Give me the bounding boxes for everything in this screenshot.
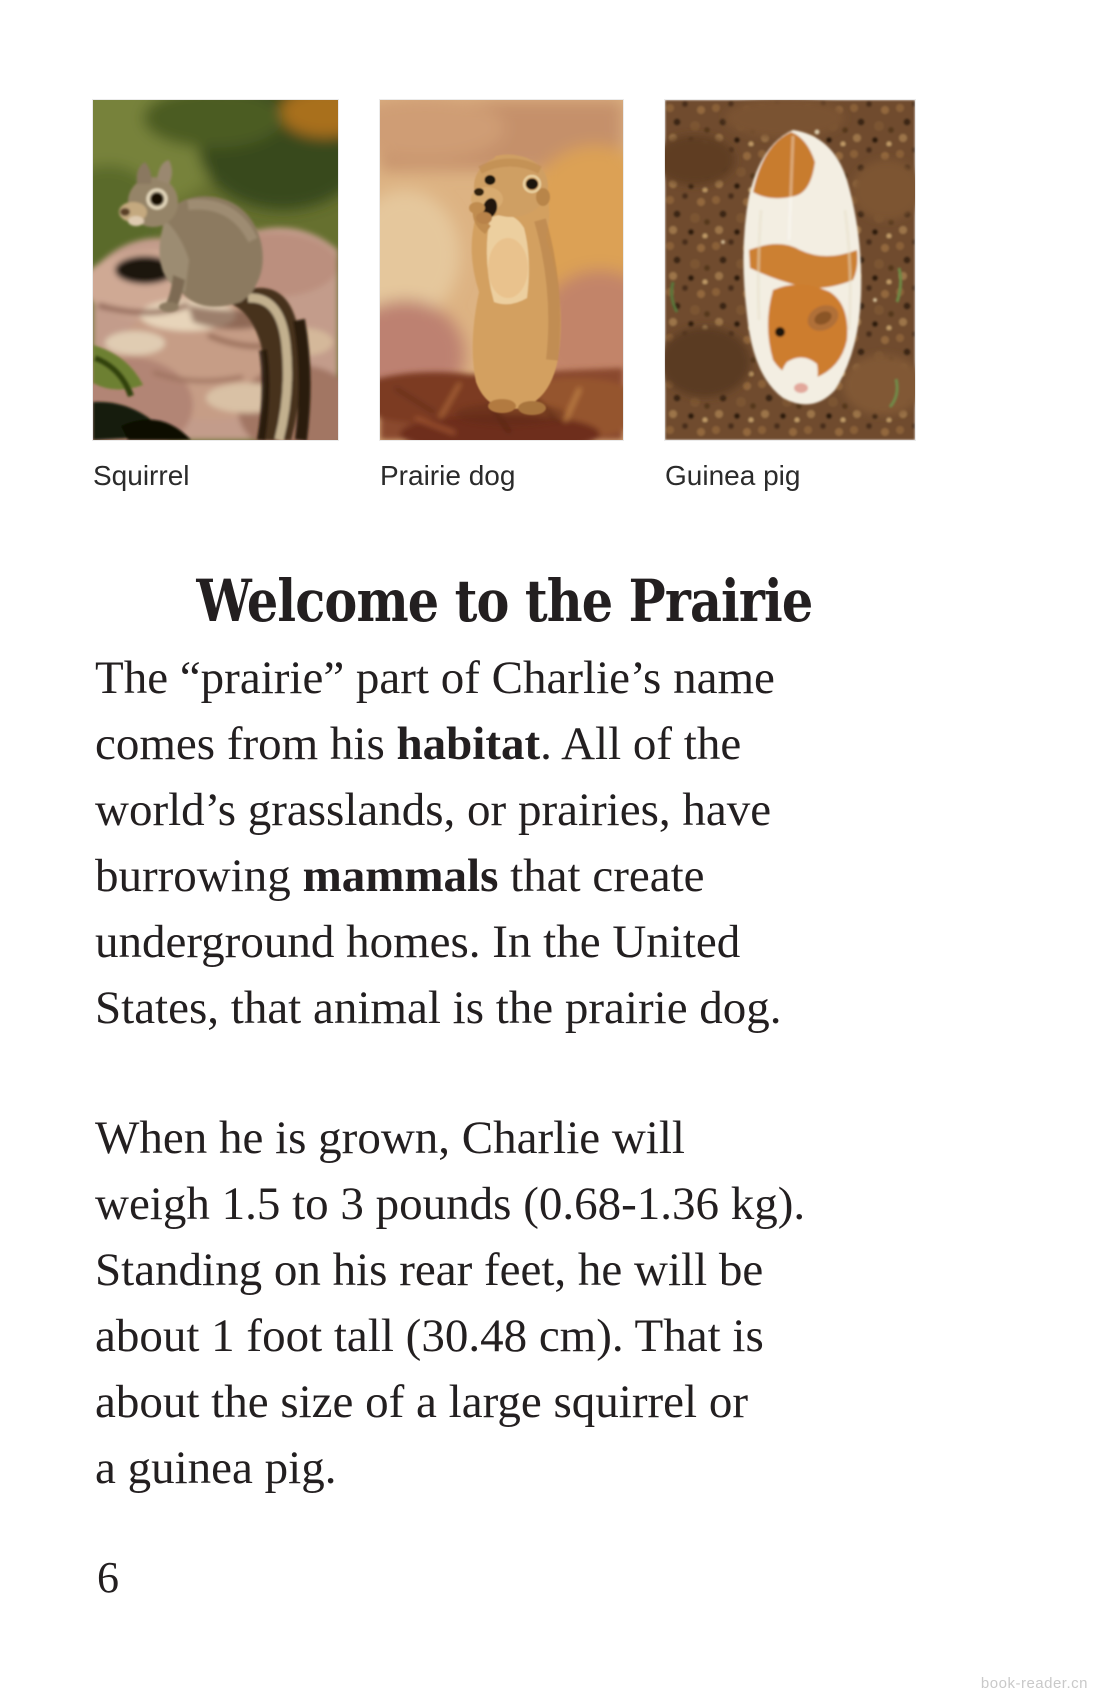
photo-row <box>93 100 915 492</box>
photo-guinea-pig <box>665 100 915 492</box>
text-segment: . All of the <box>540 718 742 770</box>
text-line <box>95 1303 925 1369</box>
text-line <box>95 975 925 1041</box>
text-segment: The “prairie” part of Charlie’s name <box>95 652 775 704</box>
text-segment: a guinea pig. <box>95 1442 337 1494</box>
text-line <box>95 1105 925 1171</box>
guinea-pig-illustration <box>665 100 915 440</box>
text-line <box>95 1237 925 1303</box>
page-number: 6 <box>97 1553 119 1602</box>
squirrel-photo <box>93 100 338 440</box>
photo-squirrel <box>93 100 338 492</box>
photo-caption-guinea-pig: Guinea pig <box>665 460 801 491</box>
text-segment: about the size of a large squirrel or <box>95 1376 748 1428</box>
page-title: Welcome to the Prairie <box>195 567 813 636</box>
squirrel-illustration <box>93 100 338 440</box>
photo-caption-prairie-dog: Prairie dog <box>380 460 516 491</box>
text-segment: When he is grown, Charlie will <box>95 1112 685 1164</box>
body-text <box>95 645 925 1501</box>
text-line <box>95 909 925 975</box>
text-segment: about 1 foot tall (30.48 cm). That is <box>95 1310 764 1362</box>
photo-prairie-dog <box>380 100 623 492</box>
text-segment: world’s grasslands, or prairies, have <box>95 784 772 836</box>
prairie-dog-illustration <box>380 100 623 440</box>
text-segment: underground homes. In the United <box>95 916 741 968</box>
text-line <box>95 1171 925 1237</box>
text-line <box>95 777 925 843</box>
text-segment: States, that animal is the prairie dog. <box>95 982 782 1034</box>
text-line <box>95 1369 925 1435</box>
text-segment: comes from his <box>95 718 397 770</box>
vocabulary-word: habitat <box>396 718 541 770</box>
text-segment: weigh 1.5 to 3 pounds (0.68-1.36 kg). <box>95 1178 806 1230</box>
vocabulary-word: mammals <box>302 850 499 902</box>
text-line <box>95 645 925 711</box>
guinea-pig-photo <box>665 100 915 440</box>
text-segment: that create <box>498 850 705 902</box>
paragraph <box>95 1105 925 1501</box>
text-line <box>95 711 925 777</box>
photo-caption-squirrel: Squirrel <box>93 460 190 491</box>
text-segment: burrowing <box>95 850 303 902</box>
prairie-dog-photo <box>380 100 623 440</box>
paragraph <box>95 645 925 1041</box>
watermark: book-reader.cn <box>980 1675 1088 1692</box>
text-line <box>95 1435 925 1501</box>
text-line <box>95 843 925 909</box>
text-segment: Standing on his rear feet, he will be <box>95 1244 764 1296</box>
